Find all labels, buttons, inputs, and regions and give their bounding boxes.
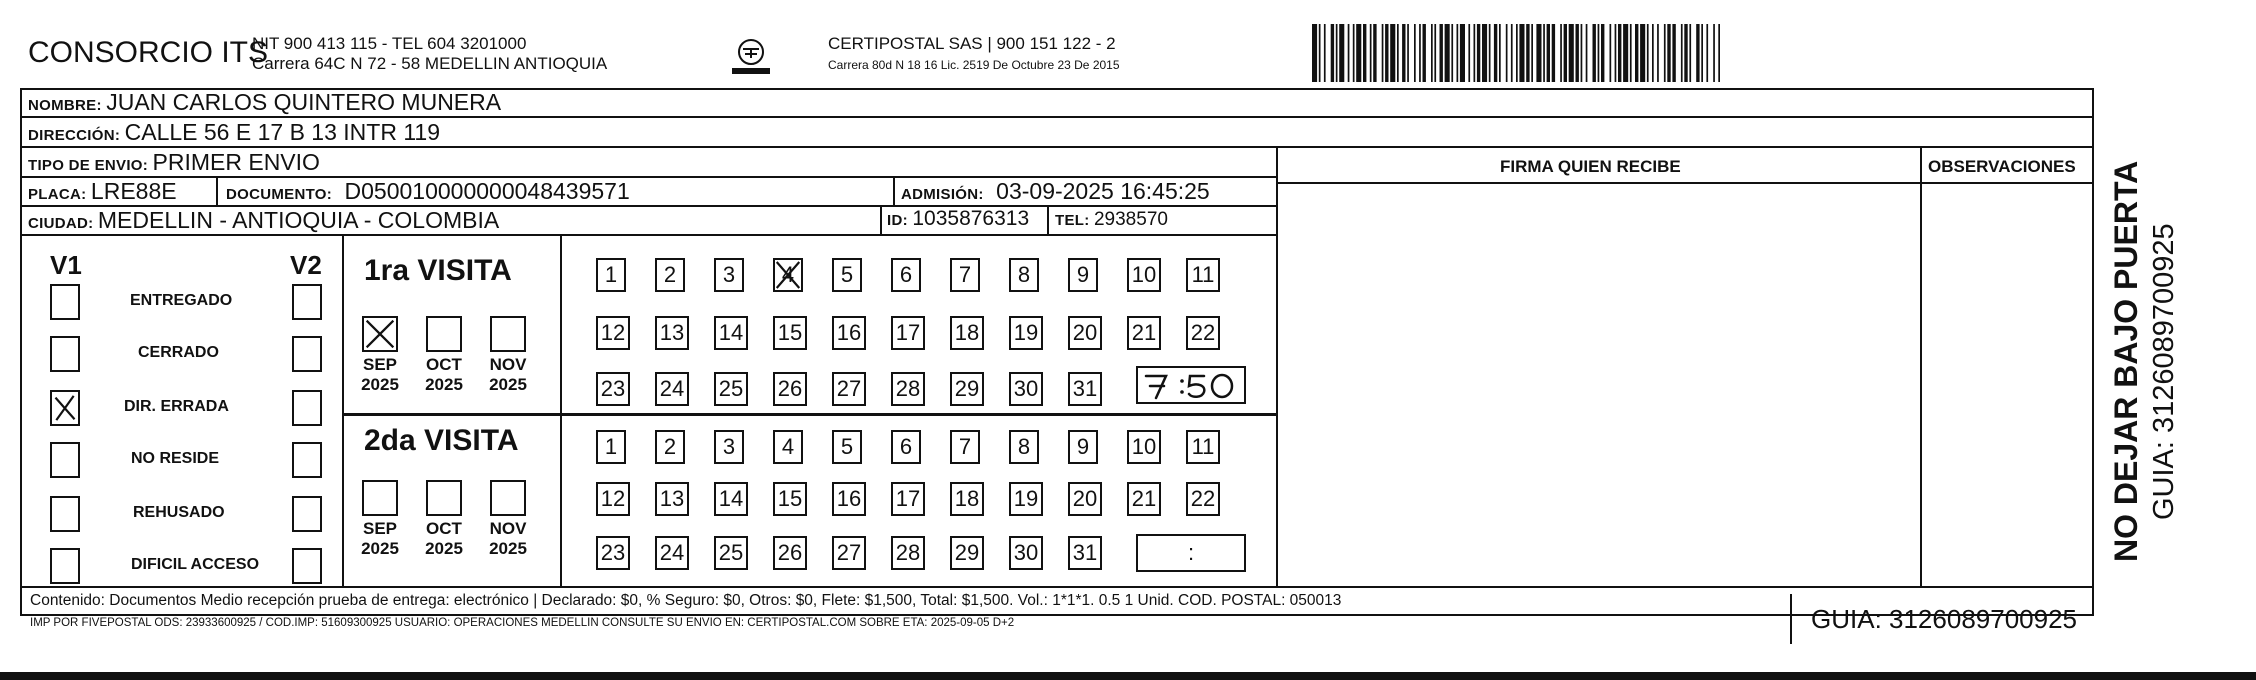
- day-number: 2: [663, 434, 677, 459]
- day-number: 19: [1013, 320, 1039, 345]
- day-box[interactable]: [1127, 258, 1161, 292]
- day-number: 23: [600, 540, 626, 565]
- admision-label: ADMISIÓN:: [901, 186, 984, 203]
- day-number: 19: [1013, 486, 1039, 511]
- v2-checkbox[interactable]: [292, 442, 322, 478]
- day-box[interactable]: [596, 316, 630, 350]
- day-number: 25: [718, 376, 744, 401]
- day-number: 28: [895, 376, 921, 401]
- day-box[interactable]: [655, 372, 689, 406]
- day-box[interactable]: [655, 316, 689, 350]
- day-number: 18: [954, 320, 980, 345]
- v2-checkbox[interactable]: [292, 548, 322, 584]
- day-box[interactable]: [596, 536, 630, 570]
- day-box[interactable]: [1009, 482, 1043, 516]
- day-box[interactable]: [950, 430, 980, 464]
- day-box[interactable]: [950, 372, 984, 406]
- month-checkbox[interactable]: [490, 480, 526, 516]
- v1-checkbox[interactable]: [50, 548, 80, 584]
- day-number: 27: [836, 540, 862, 565]
- tel-value: 2938570: [1093, 209, 1168, 230]
- documento-value: D050010000000048439571: [344, 178, 630, 204]
- admision-cell: [901, 178, 1210, 205]
- day-box[interactable]: [773, 482, 807, 516]
- day-number: 4: [781, 262, 795, 287]
- day-number: 8: [1017, 262, 1031, 287]
- day-number: 12: [600, 486, 626, 511]
- v2-header: V2: [290, 250, 322, 280]
- day-box[interactable]: [596, 258, 626, 292]
- day-number: 28: [895, 540, 921, 565]
- day-box[interactable]: [596, 372, 630, 406]
- day-box[interactable]: [714, 430, 744, 464]
- day-number: 11: [1191, 434, 1215, 459]
- day-box[interactable]: [1186, 430, 1220, 464]
- day-number: 1: [604, 434, 618, 459]
- month-label: OCT: [426, 355, 462, 374]
- day-number: 8: [1017, 434, 1031, 459]
- day-box[interactable]: [714, 372, 748, 406]
- day-number: 6: [899, 434, 913, 459]
- day-box[interactable]: [891, 258, 921, 292]
- status-label: NO RESIDE: [131, 450, 220, 467]
- placa-cell: [28, 178, 177, 205]
- day-box[interactable]: [1068, 372, 1102, 406]
- visit2-title: 2da VISITA: [364, 424, 519, 457]
- status-label: CERRADO: [138, 344, 219, 361]
- nombre-value: JUAN CARLOS QUINTERO MUNERA: [106, 89, 502, 115]
- day-box[interactable]: [891, 430, 921, 464]
- day-box[interactable]: [1127, 482, 1161, 516]
- side-guia: GUIA: 3126089700925: [2148, 223, 2180, 520]
- year-label: 2025: [425, 375, 463, 394]
- placa-label: PLACA:: [28, 186, 87, 203]
- status-label: ENTREGADO: [130, 292, 233, 309]
- status-label: DIFICIL ACCESO: [131, 556, 260, 573]
- day-number: 10: [1131, 434, 1157, 459]
- day-number: 9: [1076, 262, 1090, 287]
- day-number: 22: [1190, 320, 1216, 345]
- bottom-rule: [0, 672, 2256, 680]
- certipostal-info: CERTIPOSTAL SAS | 900 151 122 - 2: [828, 34, 1116, 53]
- day-number: 13: [659, 320, 685, 345]
- day-number: 5: [840, 262, 854, 287]
- v1-checkbox[interactable]: [50, 496, 80, 532]
- day-box[interactable]: [1009, 372, 1043, 406]
- v1-header: V1: [50, 250, 82, 280]
- observaciones-header: OBSERVACIONES: [1928, 157, 2076, 176]
- month-checkbox[interactable]: [426, 316, 462, 352]
- admision-value: 03-09-2025 16:45:25: [996, 178, 1210, 204]
- day-box[interactable]: [1009, 316, 1043, 350]
- day-number: 7: [958, 434, 972, 459]
- x-mark-icon: [364, 318, 396, 350]
- day-box[interactable]: [832, 430, 862, 464]
- day-box[interactable]: [950, 536, 984, 570]
- day-number: 3: [722, 262, 736, 287]
- v2-checkbox[interactable]: [292, 390, 322, 426]
- month-label: SEP: [362, 355, 398, 374]
- day-number: 25: [718, 540, 744, 565]
- day-box[interactable]: [1186, 258, 1220, 292]
- day-box[interactable]: [1186, 482, 1220, 516]
- day-box[interactable]: [891, 316, 925, 350]
- day-box[interactable]: [1068, 536, 1102, 570]
- handwritten-time: [1138, 368, 1244, 402]
- day-box[interactable]: [832, 482, 866, 516]
- day-box[interactable]: [1009, 430, 1039, 464]
- day-box[interactable]: [655, 536, 689, 570]
- id-value: 1035876313: [912, 207, 1030, 230]
- day-box[interactable]: [714, 258, 744, 292]
- day-number: 7: [958, 262, 972, 287]
- day-number: 5: [840, 434, 854, 459]
- day-box[interactable]: [714, 536, 748, 570]
- day-box[interactable]: [1009, 536, 1043, 570]
- tracking-barcode: [1310, 24, 1946, 82]
- day-box[interactable]: [773, 372, 807, 406]
- day-box[interactable]: [832, 258, 862, 292]
- month-label: OCT: [426, 519, 462, 538]
- day-number: 15: [777, 320, 803, 345]
- day-number: 30: [1013, 540, 1039, 565]
- documento-label: DOCUMENTO:: [226, 186, 333, 203]
- day-box[interactable]: [891, 482, 925, 516]
- id-cell: [887, 207, 1029, 231]
- day-number: 9: [1076, 434, 1090, 459]
- ciudad-value: MEDELLIN - ANTIOQUIA - COLOMBIA: [97, 207, 500, 233]
- day-box[interactable]: [832, 536, 866, 570]
- day-number: 10: [1131, 262, 1157, 287]
- day-number: 12: [600, 320, 626, 345]
- side-warning: NO DEJAR BAJO PUERTA: [2108, 160, 2144, 562]
- day-number: 16: [836, 320, 862, 345]
- tipo-envio-label: TIPO DE ENVIO:: [28, 157, 149, 174]
- month-label: SEP: [362, 519, 398, 538]
- v2-checkbox[interactable]: [292, 496, 322, 532]
- day-box[interactable]: [655, 430, 685, 464]
- day-box[interactable]: [1068, 316, 1102, 350]
- day-number: 20: [1072, 486, 1098, 511]
- x-mark-icon: [52, 392, 78, 424]
- company-brand: CONSORCIO ITS: [28, 36, 269, 69]
- day-box[interactable]: [832, 372, 866, 406]
- v1-checkbox[interactable]: [50, 390, 80, 426]
- day-box[interactable]: [714, 316, 748, 350]
- year-label: 2025: [489, 539, 527, 558]
- day-number: 22: [1190, 486, 1216, 511]
- day-number: 21: [1131, 486, 1157, 511]
- day-number: 31: [1072, 376, 1098, 401]
- day-number: 24: [659, 376, 685, 401]
- day-box[interactable]: [1127, 316, 1161, 350]
- footer-guia: GUIA: 3126089700925: [1790, 594, 2096, 644]
- nombre-row: [28, 89, 501, 116]
- direccion-value: CALLE 56 E 17 B 13 INTR 119: [124, 119, 440, 145]
- day-number: 3: [722, 434, 736, 459]
- impresion-line: IMP POR FIVEPOSTAL ODS: 23933600925 / COD.IMP: 51609300925 USUARIO: OPERACIONES MEDELLIN CONSULTE SU ENVIO EN: CERTIPOSTAL.COM SOBRE ETA: 2025-09-05 D+2: [30, 617, 1015, 629]
- day-box[interactable]: [832, 316, 866, 350]
- company-info: [252, 34, 607, 74]
- day-number: 17: [895, 320, 921, 345]
- month-label: NOV: [489, 355, 527, 374]
- day-number: 1: [604, 262, 618, 287]
- day-number: 24: [659, 540, 685, 565]
- contenido-line: Contenido: Documentos Medio recepción prueba de entrega: electrónico | Declarado: $0, % Seguro: $0, Otros: $0, Flete: $1,500, Total: $1,500. Vol.: 1*1*1. 0.5 1 Unid. COD. POSTAL: 050013: [30, 592, 1342, 609]
- day-number: 30: [1013, 376, 1039, 401]
- day-number: 29: [954, 376, 980, 401]
- visit1-title: 1ra VISITA: [364, 254, 512, 287]
- status-label: DIR. ERRADA: [124, 398, 229, 415]
- year-label: 2025: [425, 539, 463, 558]
- day-number: 15: [777, 486, 803, 511]
- month-checkbox[interactable]: [362, 480, 398, 516]
- id-label: ID:: [887, 212, 908, 229]
- day-number: 4: [781, 434, 795, 459]
- direccion-label: DIRECCIÓN:: [28, 127, 121, 144]
- day-number: 14: [718, 486, 744, 511]
- day-number: 31: [1072, 540, 1098, 565]
- day-box[interactable]: [950, 316, 984, 350]
- year-label: 2025: [361, 539, 399, 558]
- day-number: 16: [836, 486, 862, 511]
- x-mark-icon: [775, 260, 801, 290]
- day-number: 21: [1131, 320, 1157, 345]
- day-number: 29: [954, 540, 980, 565]
- tel-cell: [1055, 209, 1168, 231]
- month-label: NOV: [489, 519, 527, 538]
- documento-cell: [226, 178, 630, 205]
- ciudad-label: CIUDAD:: [28, 215, 94, 232]
- day-number: 11: [1191, 262, 1215, 287]
- company-address: Carrera 64C N 72 - 58 MEDELLIN ANTIOQUIA: [252, 54, 608, 73]
- v1-checkbox[interactable]: [50, 284, 80, 320]
- visit1-time-field[interactable]: [1136, 366, 1246, 404]
- certipostal-logo-icon: [728, 36, 774, 82]
- day-box[interactable]: [1068, 258, 1098, 292]
- day-box[interactable]: [596, 430, 626, 464]
- v1-checkbox[interactable]: [50, 336, 80, 372]
- day-box[interactable]: [655, 482, 689, 516]
- day-box[interactable]: [1127, 430, 1161, 464]
- day-box[interactable]: [950, 258, 980, 292]
- ciudad-cell: [28, 207, 499, 234]
- tipo-envio-row: [28, 149, 320, 176]
- guide-form: [20, 88, 2094, 616]
- day-box[interactable]: [773, 316, 807, 350]
- tel-label: TEL:: [1055, 212, 1090, 229]
- tipo-envio-value: PRIMER ENVIO: [152, 149, 320, 175]
- placa-value: LRE88E: [90, 178, 177, 204]
- day-number: 17: [895, 486, 921, 511]
- day-box[interactable]: [773, 430, 803, 464]
- day-box[interactable]: [950, 482, 984, 516]
- day-box[interactable]: [1186, 316, 1220, 350]
- day-box[interactable]: [1068, 430, 1098, 464]
- company-nit: NIT 900 413 115 - TEL 604 3201000: [252, 34, 527, 53]
- day-number: 13: [659, 486, 685, 511]
- day-box[interactable]: [596, 482, 630, 516]
- day-box[interactable]: [1068, 482, 1102, 516]
- day-number: 27: [836, 376, 862, 401]
- nombre-label: NOMBRE:: [28, 97, 102, 114]
- firma-header: FIRMA QUIEN RECIBE: [1500, 157, 1681, 176]
- month-checkbox[interactable]: [490, 316, 526, 352]
- day-box[interactable]: [773, 536, 807, 570]
- v2-checkbox[interactable]: [292, 336, 322, 372]
- year-label: 2025: [489, 375, 527, 394]
- day-number: 18: [954, 486, 980, 511]
- v1-checkbox[interactable]: [50, 442, 80, 478]
- day-box[interactable]: [1009, 258, 1039, 292]
- v2-checkbox[interactable]: [292, 284, 322, 320]
- day-number: 26: [777, 540, 803, 565]
- month-checkbox[interactable]: [362, 316, 398, 352]
- day-number: 6: [899, 262, 913, 287]
- day-box[interactable]: [891, 372, 925, 406]
- day-number: 26: [777, 376, 803, 401]
- year-label: 2025: [361, 375, 399, 394]
- day-number: 20: [1072, 320, 1098, 345]
- direccion-row: [28, 119, 440, 146]
- day-number: 2: [663, 262, 677, 287]
- day-number: 14: [718, 320, 744, 345]
- visit2-time-field[interactable]: :: [1136, 534, 1246, 572]
- status-label: REHUSADO: [133, 504, 225, 521]
- day-box[interactable]: [714, 482, 748, 516]
- month-checkbox[interactable]: [426, 480, 462, 516]
- day-number: 23: [600, 376, 626, 401]
- day-box[interactable]: [773, 258, 803, 292]
- certipostal-license: Carrera 80d N 18 16 Lic. 2519 De Octubre 23 De 2015: [828, 58, 1120, 72]
- day-box[interactable]: [655, 258, 685, 292]
- day-box[interactable]: [891, 536, 925, 570]
